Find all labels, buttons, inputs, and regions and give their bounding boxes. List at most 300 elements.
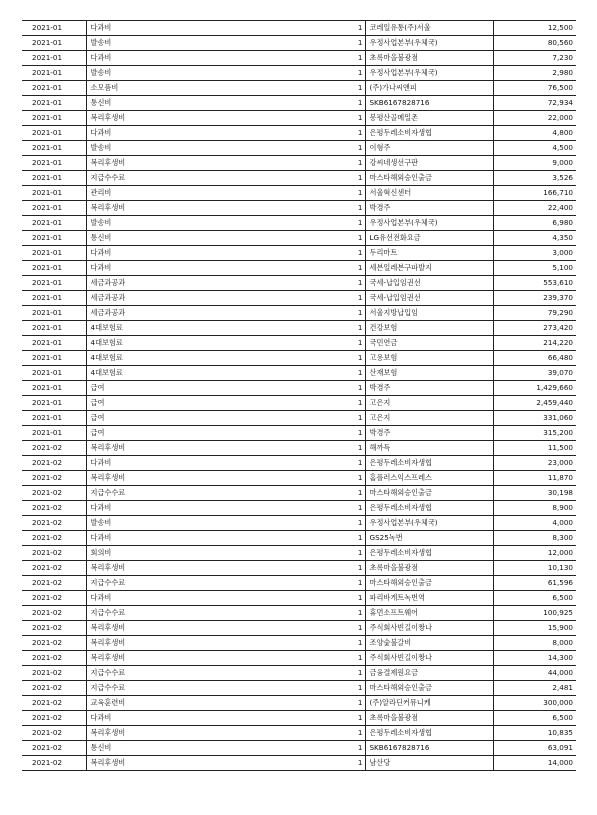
vendor-cell: 은평두레소비자생협 (365, 501, 493, 516)
category-cell: 발송비 (86, 516, 353, 531)
quantity-cell: 1 (353, 681, 365, 696)
category-cell: 복리후생비 (86, 111, 353, 126)
amount-cell: 79,290 (493, 306, 576, 321)
category-cell: 다과비 (86, 21, 353, 36)
amount-cell: 166,710 (493, 186, 576, 201)
table-row (22, 561, 576, 576)
date-cell: 2021-01 (22, 246, 86, 261)
quantity-cell: 1 (353, 591, 365, 606)
quantity-cell: 1 (353, 561, 365, 576)
category-cell: 통신비 (86, 231, 353, 246)
table-row (22, 51, 576, 66)
category-cell: 발송비 (86, 141, 353, 156)
category-cell: 급여 (86, 381, 353, 396)
table-row (22, 636, 576, 651)
amount-cell: 12,000 (493, 546, 576, 561)
table-row (22, 666, 576, 681)
date-cell: 2021-02 (22, 531, 86, 546)
amount-cell: 63,091 (493, 741, 576, 756)
date-cell: 2021-01 (22, 336, 86, 351)
vendor-cell: (주)가나씨앤피 (365, 81, 493, 96)
date-cell: 2021-02 (22, 756, 86, 771)
quantity-cell: 1 (353, 156, 365, 171)
table-row (22, 366, 576, 381)
category-cell: 발송비 (86, 66, 353, 81)
quantity-cell: 1 (353, 651, 365, 666)
date-cell: 2021-01 (22, 51, 86, 66)
table-row (22, 246, 576, 261)
date-cell: 2021-02 (22, 441, 86, 456)
vendor-cell: 은평두레소비자생협 (365, 126, 493, 141)
table-row (22, 36, 576, 51)
quantity-cell: 1 (353, 96, 365, 111)
date-cell: 2021-01 (22, 171, 86, 186)
vendor-cell: 박경주 (365, 381, 493, 396)
table-row (22, 111, 576, 126)
quantity-cell: 1 (353, 81, 365, 96)
quantity-cell: 1 (353, 321, 365, 336)
category-cell: 다과비 (86, 51, 353, 66)
vendor-cell: 봉평산골메밀촌 (365, 111, 493, 126)
amount-cell: 22,400 (493, 201, 576, 216)
vendor-cell: 마스타해외승인출금 (365, 681, 493, 696)
category-cell: 세금과공과 (86, 306, 353, 321)
amount-cell: 8,000 (493, 636, 576, 651)
table-row (22, 681, 576, 696)
date-cell: 2021-01 (22, 261, 86, 276)
date-cell: 2021-01 (22, 141, 86, 156)
category-cell: 복리후생비 (86, 636, 353, 651)
category-cell: 4대보험료 (86, 351, 353, 366)
table-row (22, 126, 576, 141)
vendor-cell: 초록마을불광점 (365, 561, 493, 576)
vendor-cell: 서울혁신센터 (365, 186, 493, 201)
vendor-cell: 홈플러스익스프레스 (365, 471, 493, 486)
vendor-cell: 휴먼소프트웨어 (365, 606, 493, 621)
amount-cell: 9,000 (493, 156, 576, 171)
category-cell: 통신비 (86, 741, 353, 756)
amount-cell: 2,980 (493, 66, 576, 81)
table-row (22, 261, 576, 276)
date-cell: 2021-02 (22, 696, 86, 711)
category-cell: 소모품비 (86, 81, 353, 96)
table-row (22, 576, 576, 591)
table-row (22, 336, 576, 351)
category-cell: 지급수수료 (86, 171, 353, 186)
table-row (22, 486, 576, 501)
table-row (22, 21, 576, 36)
amount-cell: 6,500 (493, 711, 576, 726)
quantity-cell: 1 (353, 606, 365, 621)
quantity-cell: 1 (353, 531, 365, 546)
vendor-cell: 초록마을불광점 (365, 51, 493, 66)
table-row (22, 216, 576, 231)
table-row (22, 501, 576, 516)
quantity-cell: 1 (353, 276, 365, 291)
vendor-cell: 마스타해외승인출금 (365, 486, 493, 501)
quantity-cell: 1 (353, 546, 365, 561)
quantity-cell: 1 (353, 111, 365, 126)
category-cell: 복리후생비 (86, 201, 353, 216)
date-cell: 2021-02 (22, 711, 86, 726)
date-cell: 2021-01 (22, 306, 86, 321)
amount-cell: 6,500 (493, 591, 576, 606)
vendor-cell: 코레일유통(주)서울 (365, 21, 493, 36)
vendor-cell: 은평두레소비자생협 (365, 456, 493, 471)
table-row (22, 96, 576, 111)
date-cell: 2021-02 (22, 606, 86, 621)
amount-cell: 3,000 (493, 246, 576, 261)
date-cell: 2021-01 (22, 66, 86, 81)
table-row (22, 231, 576, 246)
vendor-cell: 초록마을불광점 (365, 711, 493, 726)
date-cell: 2021-02 (22, 501, 86, 516)
category-cell: 다과비 (86, 261, 353, 276)
category-cell: 다과비 (86, 126, 353, 141)
table-row (22, 651, 576, 666)
category-cell: 복리후생비 (86, 471, 353, 486)
quantity-cell: 1 (353, 396, 365, 411)
category-cell: 다과비 (86, 501, 353, 516)
table-row (22, 411, 576, 426)
table-row (22, 381, 576, 396)
quantity-cell: 1 (353, 621, 365, 636)
ledger-body (22, 21, 576, 771)
table-row (22, 456, 576, 471)
vendor-cell: 은평두레소비자생협 (365, 546, 493, 561)
amount-cell: 11,500 (493, 441, 576, 456)
category-cell: 지급수수료 (86, 666, 353, 681)
quantity-cell: 1 (353, 576, 365, 591)
category-cell: 발송비 (86, 216, 353, 231)
vendor-cell: 두리마트 (365, 246, 493, 261)
amount-cell: 76,500 (493, 81, 576, 96)
amount-cell: 15,900 (493, 621, 576, 636)
quantity-cell: 1 (353, 261, 365, 276)
category-cell: 복리후생비 (86, 156, 353, 171)
category-cell: 급여 (86, 411, 353, 426)
amount-cell: 3,526 (493, 171, 576, 186)
vendor-cell: SKB6167828716 (365, 96, 493, 111)
table-row (22, 441, 576, 456)
date-cell: 2021-02 (22, 561, 86, 576)
date-cell: 2021-01 (22, 21, 86, 36)
quantity-cell: 1 (353, 756, 365, 771)
table-row (22, 141, 576, 156)
date-cell: 2021-01 (22, 156, 86, 171)
amount-cell: 1,429,660 (493, 381, 576, 396)
table-row (22, 591, 576, 606)
category-cell: 세금과공과 (86, 276, 353, 291)
vendor-cell: 산재보험 (365, 366, 493, 381)
vendor-cell: 서울지방납입임 (365, 306, 493, 321)
amount-cell: 30,198 (493, 486, 576, 501)
amount-cell: 100,925 (493, 606, 576, 621)
amount-cell: 80,560 (493, 36, 576, 51)
vendor-cell: 국세-납입임권선 (365, 276, 493, 291)
date-cell: 2021-01 (22, 126, 86, 141)
date-cell: 2021-01 (22, 396, 86, 411)
date-cell: 2021-02 (22, 666, 86, 681)
date-cell: 2021-01 (22, 291, 86, 306)
table-row (22, 306, 576, 321)
vendor-cell: 고은지 (365, 396, 493, 411)
amount-cell: 11,870 (493, 471, 576, 486)
vendor-cell: 이형주 (365, 141, 493, 156)
quantity-cell: 1 (353, 501, 365, 516)
category-cell: 급여 (86, 396, 353, 411)
amount-cell: 10,835 (493, 726, 576, 741)
table-row (22, 696, 576, 711)
vendor-cell: 고은지 (365, 411, 493, 426)
quantity-cell: 1 (353, 741, 365, 756)
category-cell: 다과비 (86, 456, 353, 471)
vendor-cell: SKB6167828716 (365, 741, 493, 756)
vendor-cell: 남산당 (365, 756, 493, 771)
quantity-cell: 1 (353, 366, 365, 381)
amount-cell: 553,610 (493, 276, 576, 291)
date-cell: 2021-02 (22, 471, 86, 486)
date-cell: 2021-01 (22, 231, 86, 246)
vendor-cell: 우정사업본부(우체국) (365, 216, 493, 231)
table-row (22, 531, 576, 546)
category-cell: 복리후생비 (86, 651, 353, 666)
quantity-cell: 1 (353, 141, 365, 156)
quantity-cell: 1 (353, 441, 365, 456)
vendor-cell: 금융결제원요금 (365, 666, 493, 681)
quantity-cell: 1 (353, 486, 365, 501)
table-row (22, 291, 576, 306)
quantity-cell: 1 (353, 231, 365, 246)
table-row (22, 756, 576, 771)
vendor-cell: 은평두레소비자생협 (365, 726, 493, 741)
table-row (22, 201, 576, 216)
vendor-cell: GS25녹번 (365, 531, 493, 546)
amount-cell: 22,000 (493, 111, 576, 126)
date-cell: 2021-02 (22, 576, 86, 591)
category-cell: 발송비 (86, 36, 353, 51)
vendor-cell: 우정사업본부(우체국) (365, 66, 493, 81)
amount-cell: 14,000 (493, 756, 576, 771)
vendor-cell: 박경주 (365, 201, 493, 216)
amount-cell: 239,370 (493, 291, 576, 306)
date-cell: 2021-02 (22, 516, 86, 531)
date-cell: 2021-01 (22, 186, 86, 201)
amount-cell: 12,500 (493, 21, 576, 36)
quantity-cell: 1 (353, 291, 365, 306)
date-cell: 2021-01 (22, 381, 86, 396)
amount-cell: 4,500 (493, 141, 576, 156)
category-cell: 지급수수료 (86, 486, 353, 501)
table-row (22, 156, 576, 171)
amount-cell: 273,420 (493, 321, 576, 336)
vendor-cell: 우정사업본부(우체국) (365, 36, 493, 51)
amount-cell: 2,459,440 (493, 396, 576, 411)
amount-cell: 14,300 (493, 651, 576, 666)
category-cell: 지급수수료 (86, 681, 353, 696)
category-cell: 다과비 (86, 531, 353, 546)
table-row (22, 471, 576, 486)
amount-cell: 61,596 (493, 576, 576, 591)
date-cell: 2021-01 (22, 351, 86, 366)
vendor-cell: 주식회사빈길이짱나 (365, 621, 493, 636)
category-cell: 회의비 (86, 546, 353, 561)
amount-cell: 4,350 (493, 231, 576, 246)
date-cell: 2021-02 (22, 636, 86, 651)
vendor-cell: LG유선전화요금 (365, 231, 493, 246)
table-row (22, 741, 576, 756)
quantity-cell: 1 (353, 426, 365, 441)
quantity-cell: 1 (353, 471, 365, 486)
quantity-cell: 1 (353, 636, 365, 651)
vendor-cell: 국세-납입임권선 (365, 291, 493, 306)
category-cell: 지급수수료 (86, 576, 353, 591)
quantity-cell: 1 (353, 201, 365, 216)
amount-cell: 8,300 (493, 531, 576, 546)
quantity-cell: 1 (353, 516, 365, 531)
amount-cell: 4,000 (493, 516, 576, 531)
table-row (22, 321, 576, 336)
amount-cell: 39,070 (493, 366, 576, 381)
category-cell: 관리비 (86, 186, 353, 201)
date-cell: 2021-01 (22, 201, 86, 216)
quantity-cell: 1 (353, 711, 365, 726)
quantity-cell: 1 (353, 171, 365, 186)
vendor-cell: 파리바게트녹번역 (365, 591, 493, 606)
table-row (22, 351, 576, 366)
amount-cell: 6,980 (493, 216, 576, 231)
table-row (22, 516, 576, 531)
date-cell: 2021-02 (22, 726, 86, 741)
vendor-cell: 고용보험 (365, 351, 493, 366)
vendor-cell: 박경주 (365, 426, 493, 441)
amount-cell: 8,900 (493, 501, 576, 516)
category-cell: 다과비 (86, 711, 353, 726)
vendor-cell: 강씨네생선구판 (365, 156, 493, 171)
amount-cell: 23,000 (493, 456, 576, 471)
amount-cell: 72,934 (493, 96, 576, 111)
date-cell: 2021-01 (22, 111, 86, 126)
category-cell: 4대보험료 (86, 366, 353, 381)
date-cell: 2021-02 (22, 486, 86, 501)
date-cell: 2021-02 (22, 621, 86, 636)
category-cell: 복리후생비 (86, 726, 353, 741)
quantity-cell: 1 (353, 666, 365, 681)
quantity-cell: 1 (353, 126, 365, 141)
category-cell: 교육훈련비 (86, 696, 353, 711)
amount-cell: 331,060 (493, 411, 576, 426)
vendor-cell: 마스타해외승인출금 (365, 171, 493, 186)
category-cell: 4대보험료 (86, 336, 353, 351)
vendor-cell: (주)알라딘커뮤니케 (365, 696, 493, 711)
date-cell: 2021-02 (22, 741, 86, 756)
vendor-cell: 건강보험 (365, 321, 493, 336)
date-cell: 2021-01 (22, 426, 86, 441)
table-row (22, 606, 576, 621)
table-row (22, 186, 576, 201)
table-row (22, 546, 576, 561)
quantity-cell: 1 (353, 36, 365, 51)
quantity-cell: 1 (353, 246, 365, 261)
category-cell: 통신비 (86, 96, 353, 111)
quantity-cell: 1 (353, 51, 365, 66)
category-cell: 복리후생비 (86, 561, 353, 576)
category-cell: 복리후생비 (86, 441, 353, 456)
date-cell: 2021-01 (22, 96, 86, 111)
amount-cell: 5,100 (493, 261, 576, 276)
quantity-cell: 1 (353, 381, 365, 396)
quantity-cell: 1 (353, 456, 365, 471)
table-row (22, 81, 576, 96)
date-cell: 2021-01 (22, 366, 86, 381)
category-cell: 지급수수료 (86, 606, 353, 621)
quantity-cell: 1 (353, 351, 365, 366)
quantity-cell: 1 (353, 336, 365, 351)
category-cell: 다과비 (86, 591, 353, 606)
quantity-cell: 1 (353, 726, 365, 741)
amount-cell: 66,480 (493, 351, 576, 366)
amount-cell: 10,130 (493, 561, 576, 576)
vendor-cell: 국민연금 (365, 336, 493, 351)
table-row (22, 621, 576, 636)
table-row (22, 396, 576, 411)
quantity-cell: 1 (353, 186, 365, 201)
date-cell: 2021-02 (22, 681, 86, 696)
table-row (22, 726, 576, 741)
date-cell: 2021-02 (22, 591, 86, 606)
date-cell: 2021-02 (22, 651, 86, 666)
category-cell: 급여 (86, 426, 353, 441)
vendor-cell: 조양숯불갈비 (365, 636, 493, 651)
category-cell: 다과비 (86, 246, 353, 261)
category-cell: 4대보험료 (86, 321, 353, 336)
amount-cell: 4,800 (493, 126, 576, 141)
vendor-cell: 세븐일레븐구파발지 (365, 261, 493, 276)
category-cell: 세금과공과 (86, 291, 353, 306)
vendor-cell: 우정사업본부(우체국) (365, 516, 493, 531)
amount-cell: 44,000 (493, 666, 576, 681)
quantity-cell: 1 (353, 306, 365, 321)
quantity-cell: 1 (353, 411, 365, 426)
table-row (22, 426, 576, 441)
date-cell: 2021-02 (22, 546, 86, 561)
date-cell: 2021-01 (22, 321, 86, 336)
date-cell: 2021-01 (22, 411, 86, 426)
date-cell: 2021-01 (22, 216, 86, 231)
amount-cell: 315,200 (493, 426, 576, 441)
table-row (22, 171, 576, 186)
category-cell: 복리후생비 (86, 756, 353, 771)
category-cell: 복리후생비 (86, 621, 353, 636)
date-cell: 2021-01 (22, 36, 86, 51)
amount-cell: 300,000 (493, 696, 576, 711)
vendor-cell: 마스타해외승인출금 (365, 576, 493, 591)
date-cell: 2021-01 (22, 81, 86, 96)
vendor-cell: 주식회사빈길이짱나 (365, 651, 493, 666)
vendor-cell: 해까득 (365, 441, 493, 456)
table-row (22, 711, 576, 726)
quantity-cell: 1 (353, 696, 365, 711)
ledger-table (22, 20, 576, 771)
quantity-cell: 1 (353, 21, 365, 36)
table-row (22, 66, 576, 81)
date-cell: 2021-01 (22, 276, 86, 291)
table-row (22, 276, 576, 291)
amount-cell: 2,481 (493, 681, 576, 696)
date-cell: 2021-02 (22, 456, 86, 471)
quantity-cell: 1 (353, 66, 365, 81)
amount-cell: 214,220 (493, 336, 576, 351)
